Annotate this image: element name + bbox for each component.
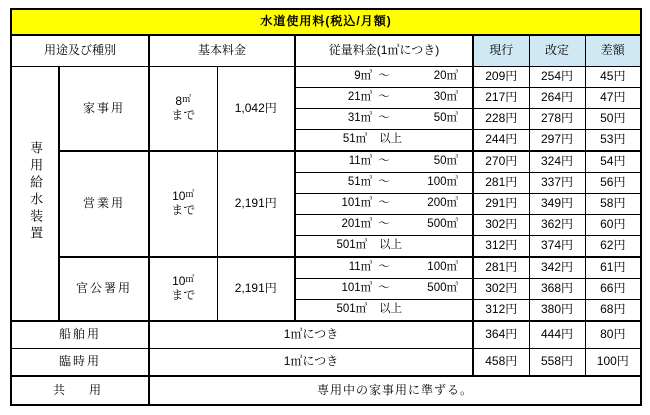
- difference-fee: 50円: [585, 109, 641, 130]
- current-fee: 312円: [473, 236, 529, 258]
- revised-fee: 264円: [529, 88, 585, 109]
- difference-fee: 53円: [585, 130, 641, 152]
- revised-fee: 254円: [529, 67, 585, 88]
- difference-fee: 47円: [585, 88, 641, 109]
- tier-range: 101㎥ ～ 500㎥: [295, 279, 473, 300]
- header-difference: 差額: [585, 35, 641, 67]
- header-revised: 改定: [529, 35, 585, 67]
- current-fee: 209円: [473, 67, 529, 88]
- revised-fee: 349円: [529, 194, 585, 215]
- tier-range: 21㎥ ～ 30㎥: [295, 88, 473, 109]
- revised-fee: 342円: [529, 257, 585, 279]
- revised-fee: 362円: [529, 215, 585, 236]
- current-fee: 458円: [473, 349, 529, 377]
- tier-range: 51㎥ ～ 100㎥: [295, 173, 473, 194]
- basic-fee-household: 1,042円: [217, 67, 295, 152]
- tier-range: 31㎥ ～ 50㎥: [295, 109, 473, 130]
- tier-range: 201㎥ ～ 500㎥: [295, 215, 473, 236]
- header-current: 現行: [473, 35, 529, 67]
- current-fee: 244円: [473, 130, 529, 152]
- metered-temporary: 1㎥につき: [149, 349, 473, 377]
- tier-range-over: 51㎥ 以上: [295, 130, 473, 152]
- tier-range-over: 501㎥ 以上: [295, 300, 473, 322]
- revised-fee: 324円: [529, 151, 585, 173]
- use-type-vessel: 船舶用: [11, 321, 149, 349]
- difference-fee: 54円: [585, 151, 641, 173]
- difference-fee: 45円: [585, 67, 641, 88]
- current-fee: 364円: [473, 321, 529, 349]
- use-type-temporary: 臨時用: [11, 349, 149, 377]
- current-fee: 217円: [473, 88, 529, 109]
- metered-vessel: 1㎥につき: [149, 321, 473, 349]
- current-fee: 302円: [473, 279, 529, 300]
- use-type-household: 家事用: [59, 67, 149, 152]
- revised-fee: 380円: [529, 300, 585, 322]
- difference-fee: 61円: [585, 257, 641, 279]
- common-note: 専用中の家事用に準ずる。: [149, 376, 641, 405]
- difference-fee: 62円: [585, 236, 641, 258]
- basic-volume-household: 8㎥ まで: [149, 67, 217, 152]
- use-type-government: 官公署用: [59, 257, 149, 321]
- current-fee: 270円: [473, 151, 529, 173]
- page-title: 水道使用料(税込/月額): [11, 9, 641, 35]
- group-label-exclusive-supply: 専用給水装置: [11, 67, 59, 322]
- difference-fee: 56円: [585, 173, 641, 194]
- header-basic-fee: 基本料金: [149, 35, 295, 67]
- tier-range: 9㎥ ～ 20㎥: [295, 67, 473, 88]
- revised-fee: 374円: [529, 236, 585, 258]
- revised-fee: 278円: [529, 109, 585, 130]
- tier-range-over: 501㎥ 以上: [295, 236, 473, 258]
- basic-volume-business: 10㎥ まで: [149, 151, 217, 257]
- revised-fee: 444円: [529, 321, 585, 349]
- tier-range: 11㎥ ～ 50㎥: [295, 151, 473, 173]
- difference-fee: 100円: [585, 349, 641, 377]
- basic-volume-government: 10㎥ まで: [149, 257, 217, 321]
- water-rate-table: [10, 8, 642, 406]
- basic-fee-government: 2,191円: [217, 257, 295, 321]
- basic-fee-business: 2,191円: [217, 151, 295, 257]
- difference-fee: 80円: [585, 321, 641, 349]
- current-fee: 281円: [473, 173, 529, 194]
- current-fee: 312円: [473, 300, 529, 322]
- current-fee: 228円: [473, 109, 529, 130]
- header-metered-fee: 従量料金(1㎥につき): [295, 35, 473, 67]
- revised-fee: 297円: [529, 130, 585, 152]
- current-fee: 302円: [473, 215, 529, 236]
- difference-fee: 66円: [585, 279, 641, 300]
- revised-fee: 368円: [529, 279, 585, 300]
- header-category: 用途及び種別: [11, 35, 149, 67]
- difference-fee: 60円: [585, 215, 641, 236]
- difference-fee: 68円: [585, 300, 641, 322]
- revised-fee: 337円: [529, 173, 585, 194]
- tier-range: 101㎥ ～ 200㎥: [295, 194, 473, 215]
- current-fee: 281円: [473, 257, 529, 279]
- difference-fee: 58円: [585, 194, 641, 215]
- use-type-common: 共 用: [11, 376, 149, 405]
- tier-range: 11㎥ ～ 100㎥: [295, 257, 473, 279]
- revised-fee: 558円: [529, 349, 585, 377]
- use-type-business: 営業用: [59, 151, 149, 257]
- current-fee: 291円: [473, 194, 529, 215]
